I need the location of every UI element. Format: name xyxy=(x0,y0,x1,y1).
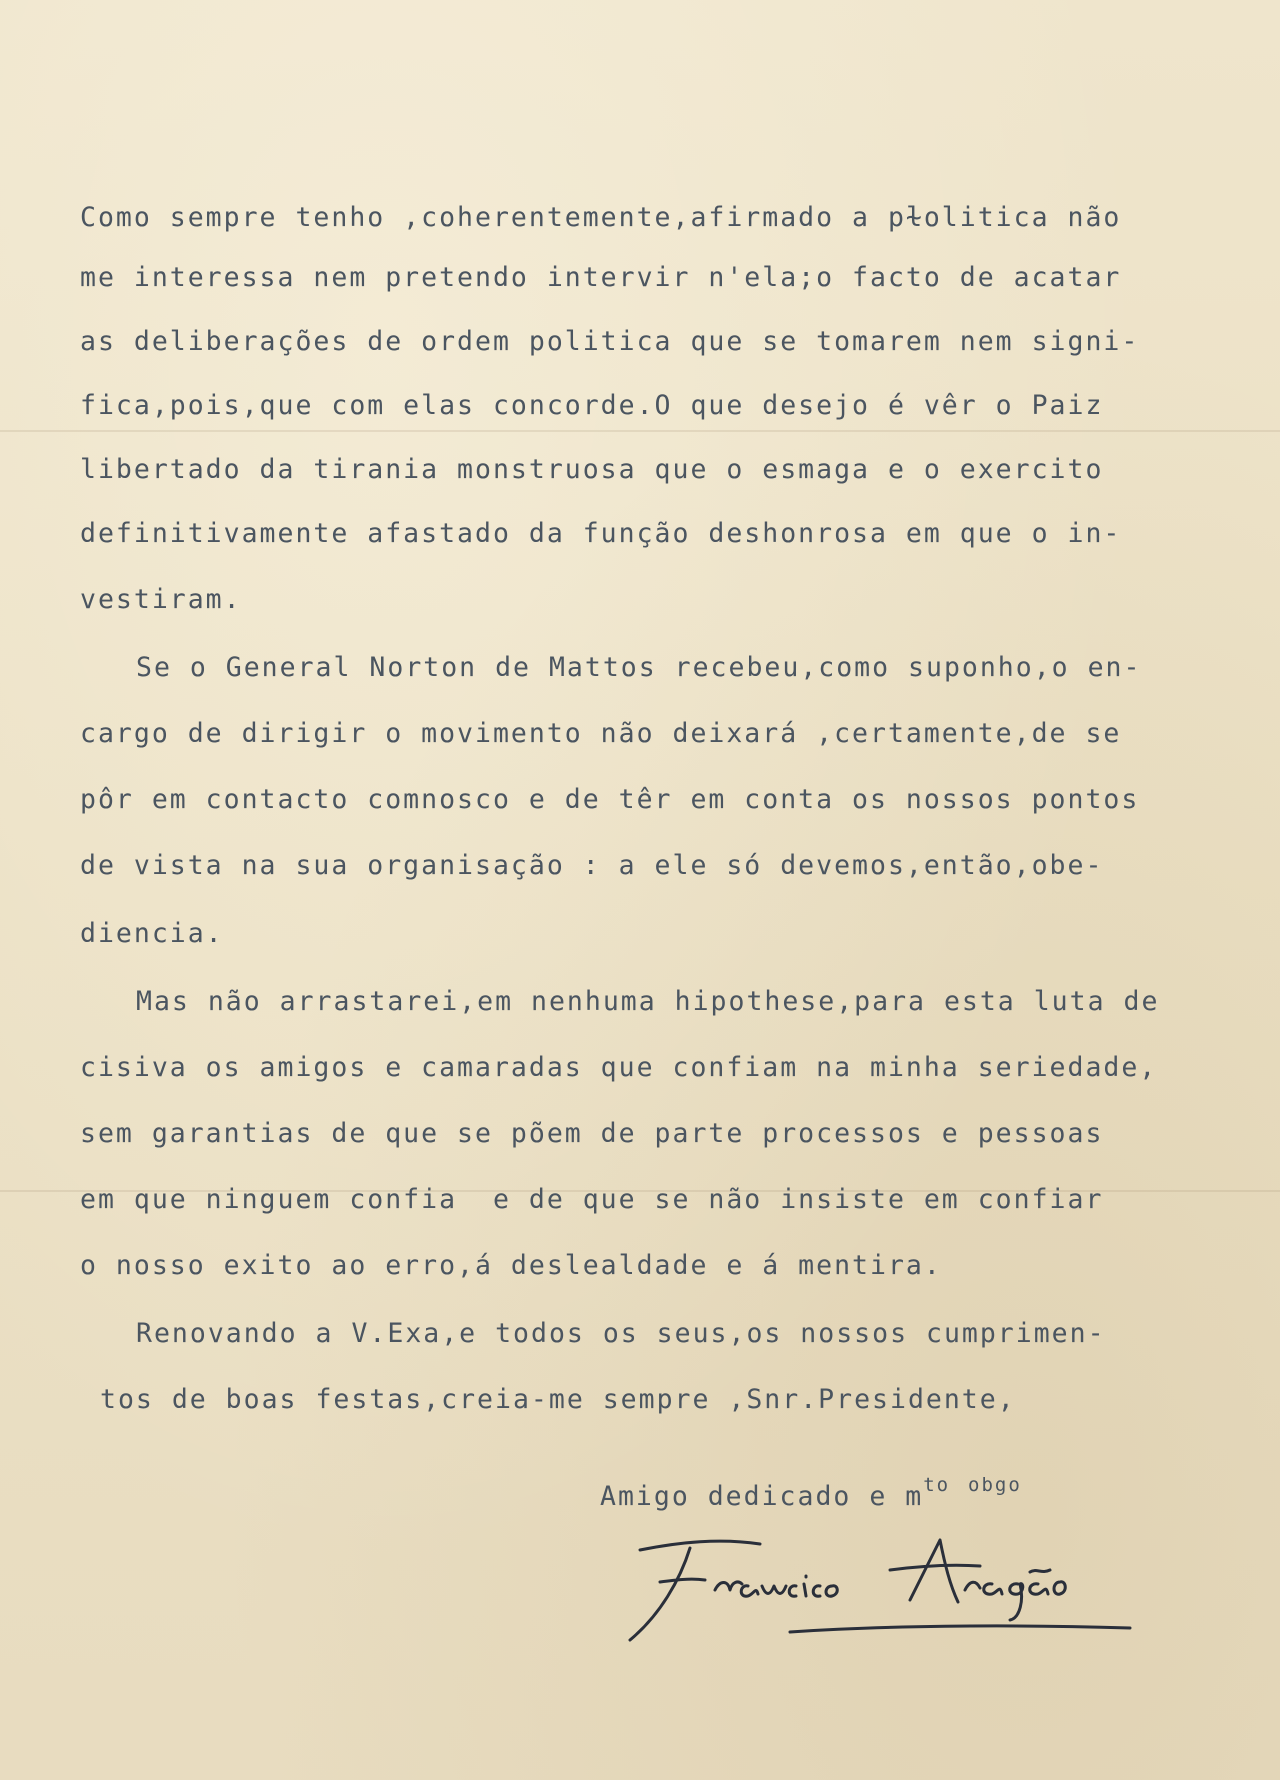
text-line: de vista na sua organisação : a ele só devemos,então,obe- xyxy=(80,850,1104,881)
letter-body xyxy=(80,202,1240,1494)
text-line: o nosso exito ao erro,á deslealdade e á mentira. xyxy=(80,1250,942,1281)
text-line: diencia. xyxy=(80,918,224,949)
closing-text: Amigo dedicado e m xyxy=(600,1480,924,1512)
handwritten-signature xyxy=(620,1520,1140,1650)
closing-superscript: obgo xyxy=(968,1474,1022,1496)
text-line: me interessa nem pretendo intervir n'ela;o facto de acatar xyxy=(80,262,1122,293)
text-line: Se o General Norton de Mattos recebeu,como suponho,o en- xyxy=(136,652,1142,683)
closing-line xyxy=(600,1474,1022,1512)
text-line: tos de boas festas,creia-me sempre ,Snr.Presidente, xyxy=(100,1384,1016,1415)
text-line: Renovando a V.Exa,e todos os seus,os nossos cumprimen- xyxy=(136,1318,1106,1349)
text-line: fica,pois,que com elas concorde.O que desejo é vêr o Paiz xyxy=(80,390,1104,421)
text-line: libertado da tirania monstruosa que o esmaga e o exercito xyxy=(80,454,1104,485)
text-line: sem garantias de que se põem de parte processos e pessoas xyxy=(80,1118,1104,1149)
text-line: pôr em contacto comnosco e de têr em conta os nossos pontos xyxy=(80,784,1140,815)
closing-superscript: to xyxy=(923,1474,951,1496)
text-line: as deliberações de ordem politica que se tomarem nem signi- xyxy=(80,326,1140,357)
text-line: definitivamente afastado da função deshonrosa em que o in- xyxy=(80,518,1122,549)
text-line: Como sempre tenho ,coherentemente,afirmado a pɫolitica não xyxy=(80,202,1122,233)
text-line: cargo de dirigir o movimento não deixará ,certamente,de se xyxy=(80,718,1122,749)
text-line: cisiva os amigos e camaradas que confiam na minha seriedade, xyxy=(80,1052,1158,1083)
text-line: vestiram. xyxy=(80,584,242,615)
text-line: em que ninguem confia e de que se não insiste em confiar xyxy=(80,1184,1104,1215)
text-line: Mas não arrastarei,em nenhuma hipothese,para esta luta de xyxy=(136,986,1160,1017)
